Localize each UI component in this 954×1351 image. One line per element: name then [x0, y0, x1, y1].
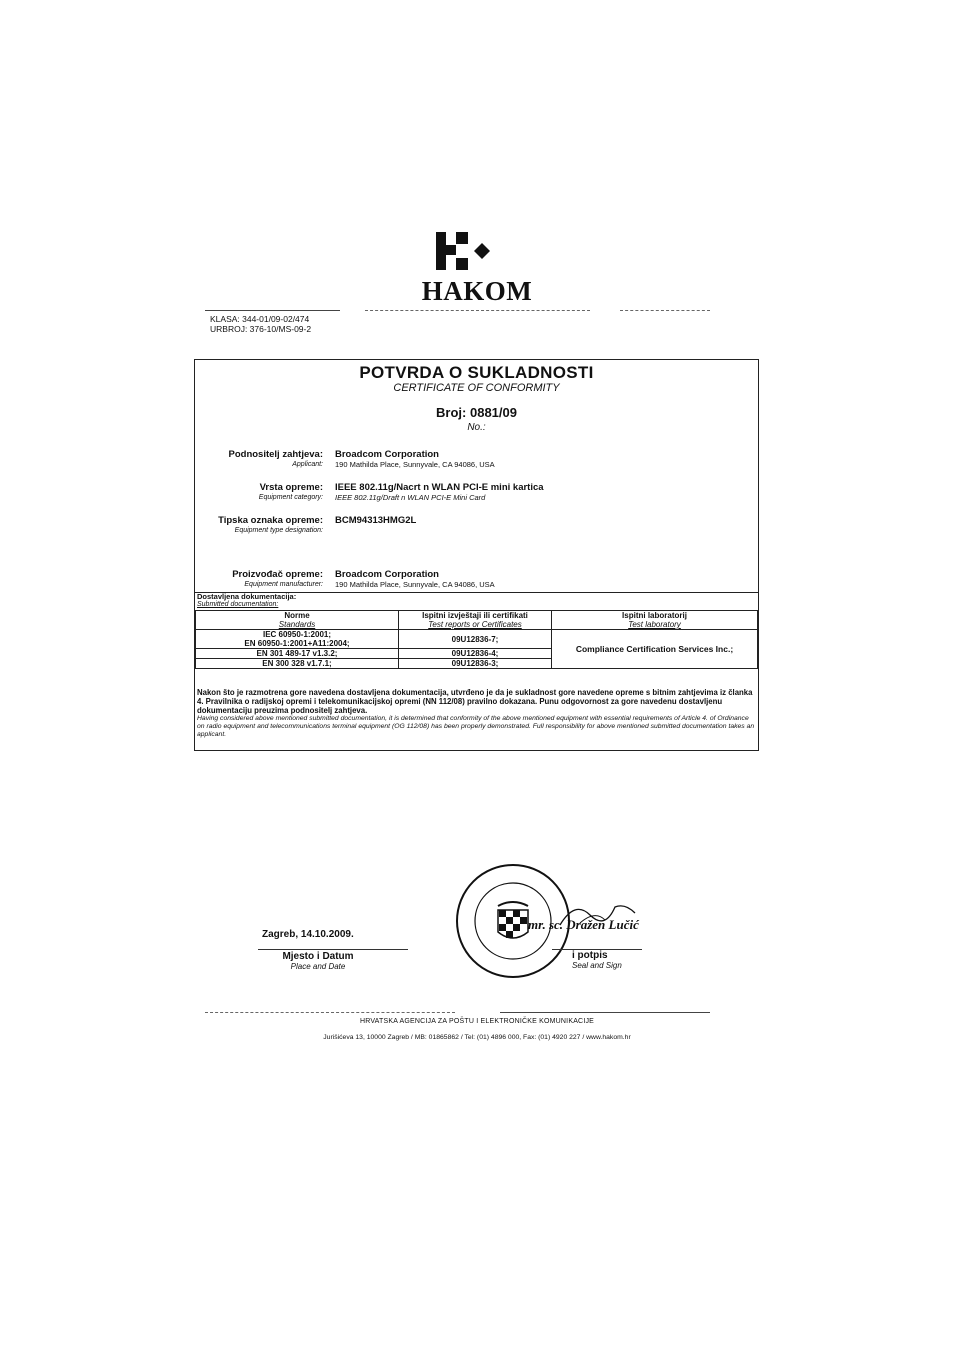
- number-label: Broj:: [436, 405, 467, 420]
- urbroj-text: URBROJ: 376-10/MS-09-2: [210, 324, 312, 334]
- report-cell: 09U12836-7;: [399, 630, 552, 649]
- place-date-line: [258, 949, 408, 950]
- standard-cell: EN 300 328 v1.7.1;: [196, 659, 399, 669]
- submitted-documentation: [195, 592, 758, 609]
- standard-cell: IEC 60950-1:2001; EN 60950-1:2001+A11:2004;: [196, 630, 399, 649]
- field-value: Broadcom Corporation: [335, 449, 439, 460]
- field-value: IEEE 802.11g/Nacrt n WLAN PCI-E mini kartica: [335, 482, 544, 493]
- standards-table: [195, 610, 758, 669]
- footer-rule-right: [500, 1012, 710, 1013]
- brand-name: HAKOM: [421, 276, 533, 306]
- footer-address: Jurišićeva 13, 10000 Zagreb / MB: 01865862 / Tel: (01) 4896 000, Fax: (01) 4920 227 / www.hakom.hr: [323, 1034, 631, 1041]
- docs-label-en: Submitted documentation:: [197, 601, 279, 608]
- certificate-box: [194, 359, 759, 751]
- certificate-title: POTVRDA O SUKLADNOSTI: [359, 363, 594, 382]
- conformity-statement: [197, 688, 755, 739]
- klasa-text: KLASA: 344-01/09-02/474: [210, 314, 310, 324]
- certificate-subtitle: CERTIFICATE OF CONFORMITY: [393, 382, 560, 394]
- field-label: Tipska oznaka opreme:: [218, 515, 323, 526]
- report-cell: 09U12836-4;: [399, 649, 552, 659]
- table-row: [196, 630, 758, 649]
- header-rule-right: [620, 310, 710, 311]
- table-header-row: [196, 611, 758, 630]
- header-reports: Ispitni izvještaji ili certifikati Test reports or Certificates: [399, 611, 552, 630]
- header-rule-center: [365, 310, 590, 311]
- hakom-logo-icon: [436, 230, 496, 272]
- field-label: Vrsta opreme:: [259, 482, 323, 493]
- field-label: Podnositelj zahtjeva:: [228, 449, 323, 460]
- number-sublabel: No.:: [467, 422, 486, 433]
- standard-cell: EN 301 489-17 v1.3.2;: [196, 649, 399, 659]
- signature-label-en: Seal and Sign: [572, 961, 622, 970]
- field-value-sub: 190 Mathilda Place, Sunnyvale, CA 94086, USA: [335, 460, 495, 469]
- field-value-sub: 190 Mathilda Place, Sunnyvale, CA 94086, USA: [335, 580, 495, 589]
- report-cell: 09U12836-3;: [399, 659, 552, 669]
- place-date-caption: [258, 951, 378, 971]
- field-label-en: Equipment type designation:: [234, 527, 323, 534]
- laboratory-cell: Compliance Certification Services Inc.;: [552, 630, 758, 669]
- place-date-label: Mjesto i Datum: [282, 951, 354, 962]
- footer-rule-left: [205, 1012, 455, 1013]
- field-label-en: Applicant:: [292, 461, 323, 468]
- place-date-label-en: Place and Date: [290, 962, 346, 971]
- statement-croatian: Nakon što je razmotrena gore navedena dostavljena dokumentacija, utvrđeno je da je sukladnost gore navedene opreme s bitnim zahtjevima iz članka 4. Pravilnika o radijskoj opremi i telekomunikacijskoj opremi (NN 112/08) pravilno dokazana. Punu odgovornost za gore navedenu dostavljenu dokumentaciju preuzima podnositelj zahtjeva.: [197, 688, 753, 715]
- signature-label: i potpis: [572, 950, 608, 961]
- reference-numbers: [210, 314, 311, 334]
- signature-caption: [572, 950, 622, 970]
- place-date-value: Zagreb, 14.10.2009.: [262, 929, 354, 940]
- field-label-en: Equipment manufacturer:: [244, 581, 323, 588]
- field-label-en: Equipment category:: [258, 494, 323, 501]
- field-label: Proizvođač opreme:: [232, 569, 323, 580]
- number-value: 0881/09: [469, 405, 517, 420]
- certificate-number: [195, 405, 758, 420]
- docs-label: Dostavljena dokumentacija:: [197, 592, 297, 601]
- header-rule-left: [205, 310, 340, 311]
- header-standards: Norme Standards: [196, 611, 399, 630]
- footer-agency: HRVATSKA AGENCIJA ZA POŠTU I ELEKTRONIČKE KOMUNIKACIJE: [359, 1018, 595, 1025]
- field-value: BCM94313HMG2L: [335, 515, 417, 526]
- statement-english: Having considered above mentioned submitted documentation, it is determined that conformity of the above mentioned equipment with essential requirements of Article 4. of Ordinance on radio equipment and telecommunications terminal equipment (OG 112/08) has been properly demonstrated. Full responsibility for above mentioned submitted documentation takes an applicant.: [197, 715, 755, 738]
- field-value-sub: IEEE 802.11g/Draft n WLAN PCI-E Mini Card: [335, 493, 486, 502]
- signatory-name: mr. sc. Dražen Lučić: [528, 917, 639, 932]
- field-value: Broadcom Corporation: [335, 569, 439, 580]
- header-laboratory: Ispitni laboratorij Test laboratory: [552, 611, 758, 630]
